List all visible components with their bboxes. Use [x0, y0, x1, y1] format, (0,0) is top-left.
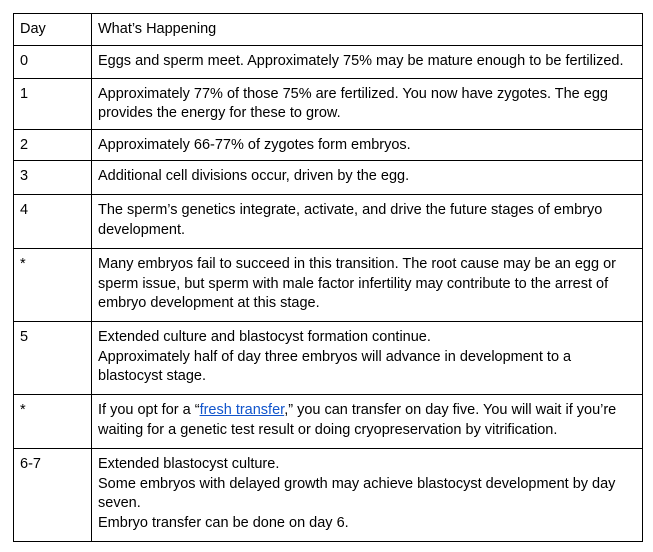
- description-line: Approximately 66-77% of zygotes form embryos.: [98, 136, 411, 153]
- description-line: Additional cell divisions occur, driven by the egg.: [98, 168, 410, 184]
- table-row: [14, 249, 643, 322]
- description-line: Extended culture and blastocyst formation continue.: [98, 329, 431, 345]
- description-cell: [92, 249, 643, 322]
- header-day: Day: [14, 14, 92, 46]
- description-line: Eggs and sperm meet. Approximately 75% may be mature enough to be fertilized.: [98, 52, 624, 69]
- day-cell: 0: [14, 45, 92, 78]
- day-cell: 5: [14, 322, 92, 395]
- table-row: [14, 395, 643, 449]
- description-cell: [92, 195, 643, 249]
- table-row: [14, 195, 643, 249]
- description-text-after-link: ,” you can transfer on day five. You will wait if you’re waiting for a genetic test result or doing cryopreservation by vitrification.: [98, 402, 617, 438]
- description-line: Extended blastocyst culture.: [98, 456, 280, 472]
- description-line: Some embryos with delayed growth may achieve blastocyst development by day seven.: [98, 475, 616, 511]
- table-row: [14, 322, 643, 395]
- day-cell: 2: [14, 129, 92, 161]
- description-cell: [92, 129, 643, 161]
- description-cell: [92, 449, 643, 542]
- table-row: [14, 78, 643, 129]
- table-row: [14, 45, 643, 78]
- day-cell: 3: [14, 161, 92, 195]
- description-text-before-link: If you opt for a “: [98, 402, 200, 418]
- description-cell: [92, 45, 643, 78]
- description-cell: [92, 322, 643, 395]
- table-row: [14, 129, 643, 161]
- description-line: Approximately 77% of those 75% are fertilized. You now have zygotes. The egg provides the energy for these to grow.: [98, 85, 608, 121]
- description-line: The sperm’s genetics integrate, activate, and drive the future stages of embryo development.: [98, 202, 603, 238]
- embryo-development-table: [13, 13, 643, 542]
- table-row: [14, 449, 643, 542]
- description-cell: [92, 395, 643, 449]
- day-cell: *: [14, 395, 92, 449]
- fresh-transfer-link[interactable]: fresh transfer: [199, 402, 285, 418]
- day-cell: 4: [14, 195, 92, 249]
- description-line: Many embryos fail to succeed in this transition. The root cause may be an egg or sperm issue, but sperm with male factor infertility may contribute to the arrest of embryo development at this stage.: [98, 256, 616, 311]
- description-cell: [92, 161, 643, 195]
- day-cell: 1: [14, 78, 92, 129]
- description-line: Embryo transfer can be done on day 6.: [98, 514, 349, 531]
- header-whats-happening: What’s Happening: [92, 14, 643, 46]
- description-cell: [92, 78, 643, 129]
- day-cell: *: [14, 249, 92, 322]
- table-row: [14, 161, 643, 195]
- header-row: [14, 14, 643, 46]
- day-cell: 6-7: [14, 449, 92, 542]
- description-line: Approximately half of day three embryos will advance in development to a blastocyst stage.: [98, 348, 572, 384]
